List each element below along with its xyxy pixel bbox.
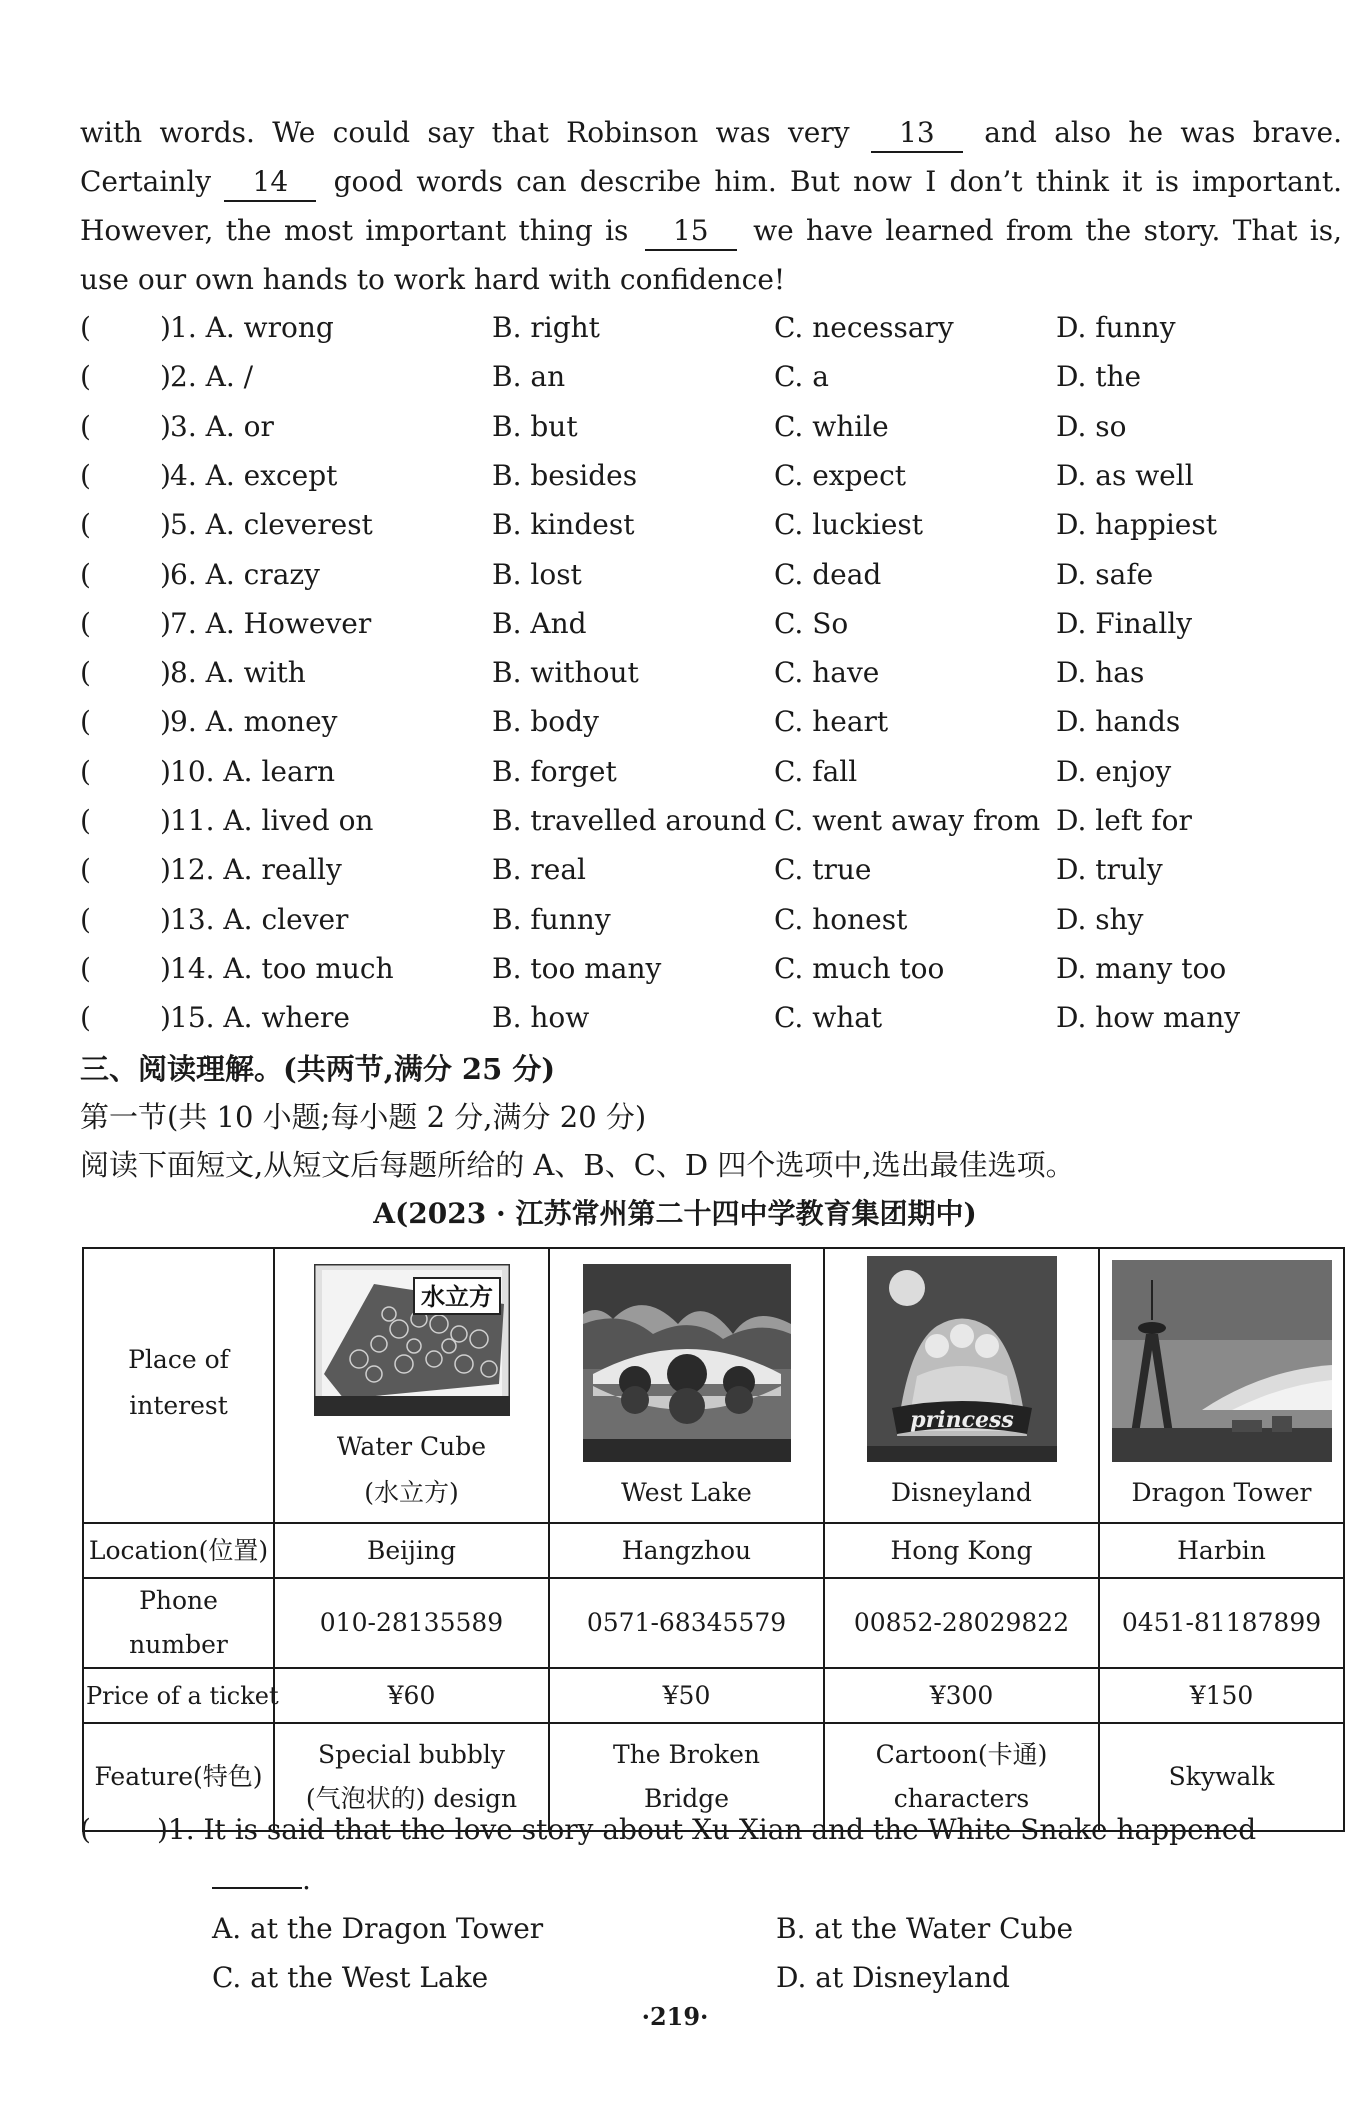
feature-line: Cartoon(卡通) [875,1740,1048,1769]
feature-line: Special bubbly [318,1740,505,1769]
answer-paren-left: ( [80,656,91,690]
table-cell: 0571-68345579 [549,1578,824,1668]
option-d: D. Finally [1056,606,1193,640]
answer-paren-right: ) [160,853,171,887]
cloze-row [80,747,1342,796]
header-line: interest [129,1390,228,1420]
table-cell: ¥50 [549,1668,824,1723]
option-b: B. but [492,409,578,443]
table-cell: ¥150 [1099,1668,1344,1723]
option-d: D. has [1056,656,1145,690]
answer-paren-left: ( [80,557,91,591]
option-b: B. besides [492,458,638,492]
answer-paren-right: ) [160,902,171,936]
option-d: D. shy [1056,902,1144,936]
answer-paren-left: ( [80,458,91,492]
option-d: D. happiest [1056,508,1217,542]
cloze-row [80,451,1342,500]
option-c: C. much too [774,951,945,985]
blank-14: 14 [224,164,316,202]
table-row [83,1523,1344,1578]
option-d: D. safe [1056,557,1154,591]
option-c: C. luckiest [774,508,924,542]
passage-text: most important thing is [283,214,629,247]
answer-paren-left: ( [80,853,91,887]
cloze-row [80,697,1342,746]
header-line: Place of [128,1344,229,1374]
instruction: 阅读下面短文,从短文后每题所给的 A、B、C、D 四个选项中,选出最佳选项。 [80,1148,1075,1182]
option-b: B. too many [492,951,662,985]
option-a: 9. A. money [170,705,338,739]
option-a: 2. A. / [170,360,254,394]
table-cell: Hangzhou [549,1523,824,1578]
option-b: B. at the Water Cube [776,1912,1074,1945]
table-cell: 00852-28029822 [824,1578,1099,1668]
answer-paren-left: ( [80,754,91,788]
option-b: B. travelled around [492,804,767,837]
passage-text: and also he was brave. Certainly [80,116,1342,198]
option-a: 11. A. lived on [170,804,374,837]
option-b: B. And [492,606,587,640]
place-cell [549,1248,824,1523]
feature-line: characters [893,1784,1030,1813]
question-1 [80,1805,1342,1905]
option-c: C. at the West Lake [212,1961,489,1994]
option-d: D. so [1056,409,1127,443]
place-name: Water Cube [336,1432,487,1461]
option-c: C. a [774,360,829,394]
cloze-row [80,303,1342,352]
table-header-cell [83,1248,274,1523]
feature-line: (气泡状的) design [305,1784,518,1813]
option-b: B. right [492,311,600,344]
cloze-row [80,500,1342,549]
answer-paren-left: ( [80,951,91,985]
cloze-row [80,550,1342,599]
passage-text: with words. We could say that Robinson was very [80,116,850,149]
answer-paren-left: ( [80,902,91,936]
option-d: D. left for [1056,804,1192,837]
answer-paren-left: ( [80,705,91,739]
passage-caption: A(2023 · 江苏常州第二十四中学教育集团期中) [373,1197,977,1230]
place-cell [824,1248,1099,1523]
option-a: 12. A. really [170,853,342,887]
option-a: 6. A. crazy [170,557,320,591]
section-title: 三、阅读理解。(共两节,满分 25 分) [80,1052,556,1086]
answer-blank [212,1857,302,1889]
option-a: 15. A. where [170,1001,350,1035]
option-b: B. lost [492,557,582,591]
row-label: Phone number [83,1578,274,1668]
option-a: 4. A. except [170,458,338,492]
option-c: C. necessary [774,311,954,344]
cloze-row [80,845,1342,894]
option-c: C. what [774,1001,883,1035]
option-c: C. expect [774,458,907,492]
cloze-row [80,352,1342,401]
option-b: B. kindest [492,508,635,542]
cloze-row [80,993,1342,1042]
option-a: 7. A. However [170,606,372,640]
option-d: D. funny [1056,311,1176,344]
answer-paren-right: ) [160,311,171,344]
place-name: West Lake [621,1478,752,1507]
cloze-row [80,796,1342,845]
passage-text: work hard with confidence! [393,263,786,296]
option-c: C. dead [774,557,882,591]
places-table [82,1247,1345,1832]
option-a: 10. A. learn [170,754,336,788]
dragon-tower-photo [1112,1260,1332,1462]
answer-paren-right: ) [160,951,171,985]
answer-paren-right: ) [160,409,171,443]
feature-line: Skywalk [1168,1762,1275,1791]
option-a: A. at the Dragon Tower [212,1912,544,1945]
option-a: 8. A. with [170,656,306,690]
option-d: D. how many [1056,1001,1241,1035]
water-cube-sign: 水立方 [420,1283,493,1311]
answer-paren-left: ( [80,508,91,542]
answer-paren-right: ) [160,705,171,739]
passage-text: good words can describe him. But now I don’t think it is important. However, the [80,165,1342,247]
passage [80,108,1342,304]
place-name: Disneyland [891,1478,1032,1507]
option-b: B. an [492,360,566,394]
option-b: B. body [492,705,599,739]
answer-paren-right: ) [160,754,171,788]
answer-paren-left: ( [80,360,91,394]
option-c: C. have [774,656,880,690]
cloze-row [80,944,1342,993]
option-b: B. forget [492,754,617,788]
west-lake-photo [583,1264,791,1462]
option-d: D. truly [1056,853,1163,887]
option-a: 3. A. or [170,409,274,443]
option-c: C. true [774,853,872,887]
answer-paren-left: ( [80,606,91,640]
answer-paren-right: ) [160,804,171,837]
option-c: C. fall [774,754,858,788]
table-cell: 0451-81187899 [1099,1578,1344,1668]
answer-paren-right: ) [160,508,171,542]
blank-15: 15 [645,213,737,251]
cloze-row [80,402,1342,451]
table-cell: 010-28135589 [274,1578,549,1668]
option-a: 5. A. cleverest [170,508,373,542]
option-d: D. as well [1056,458,1194,492]
row-label: Price of a ticket [83,1668,274,1723]
feature-line: The Broken [613,1740,760,1769]
disneyland-photo [867,1256,1057,1462]
place-name-cn: (水立方) [364,1478,459,1507]
place-cell [1099,1248,1344,1523]
option-c: C. So [774,606,849,640]
page-number: ·219· [641,2002,709,2031]
option-b: B. funny [492,902,611,936]
cloze-row [80,599,1342,648]
place-name: Dragon Tower [1131,1478,1312,1507]
table-row [83,1668,1344,1723]
option-c: C. while [774,409,889,443]
answer-paren-left: ( [80,1813,91,1846]
answer-paren-right: ) [160,557,171,591]
option-c: C. honest [774,902,908,936]
table-row [83,1578,1344,1668]
question-stem: 1. It is said that the love story about Xu Xian and the White Snake happened [167,1813,1257,1846]
answer-paren-left: ( [80,311,91,344]
option-b: B. real [492,853,586,887]
table-cell: ¥60 [274,1668,549,1723]
table-cell: Beijing [274,1523,549,1578]
answer-paren-right: ) [160,606,171,640]
answer-paren-left: ( [80,1001,91,1035]
answer-paren-right: ) [160,360,171,394]
table-cell: ¥300 [824,1668,1099,1723]
question-end: . [302,1863,311,1896]
option-d: D. many too [1056,951,1227,985]
place-cell [274,1248,549,1523]
answer-paren-left: ( [80,409,91,443]
answer-paren-right: ) [160,458,171,492]
answer-paren-right: ) [156,1813,168,1846]
part-title: 第一节(共 10 小题;每小题 2 分,满分 20 分) [80,1100,647,1134]
table-cell: Hong Kong [824,1523,1099,1578]
option-c: C. heart [774,705,889,739]
answer-paren-right: ) [160,1001,171,1035]
answer-paren-left: ( [80,804,91,837]
option-a: 13. A. clever [170,902,349,936]
cloze-row [80,648,1342,697]
option-d: D. enjoy [1056,754,1172,788]
passage-text: we have learned from the story. That is, use our own hands to [80,214,1343,296]
option-b: B. how [492,1001,590,1035]
answer-paren-right: ) [160,656,171,690]
option-c: C. went away from [774,804,1041,837]
option-d: D. hands [1056,705,1181,739]
feature-line: Bridge [643,1784,730,1813]
blank-13: 13 [871,115,963,153]
cloze-row [80,895,1342,944]
row-label: Feature(特色) [83,1723,274,1831]
option-a: 14. A. too much [170,951,394,985]
option-d: D. at Disneyland [776,1961,1010,1994]
option-d: D. the [1056,360,1142,394]
table-cell: Harbin [1099,1523,1344,1578]
option-a: 1. A. wrong [170,311,334,344]
row-label: Location(位置) [83,1523,274,1578]
princess-logo: princess [909,1407,1014,1433]
water-cube-photo [314,1264,510,1416]
table-row [83,1248,1344,1523]
option-b: B. without [492,656,639,690]
